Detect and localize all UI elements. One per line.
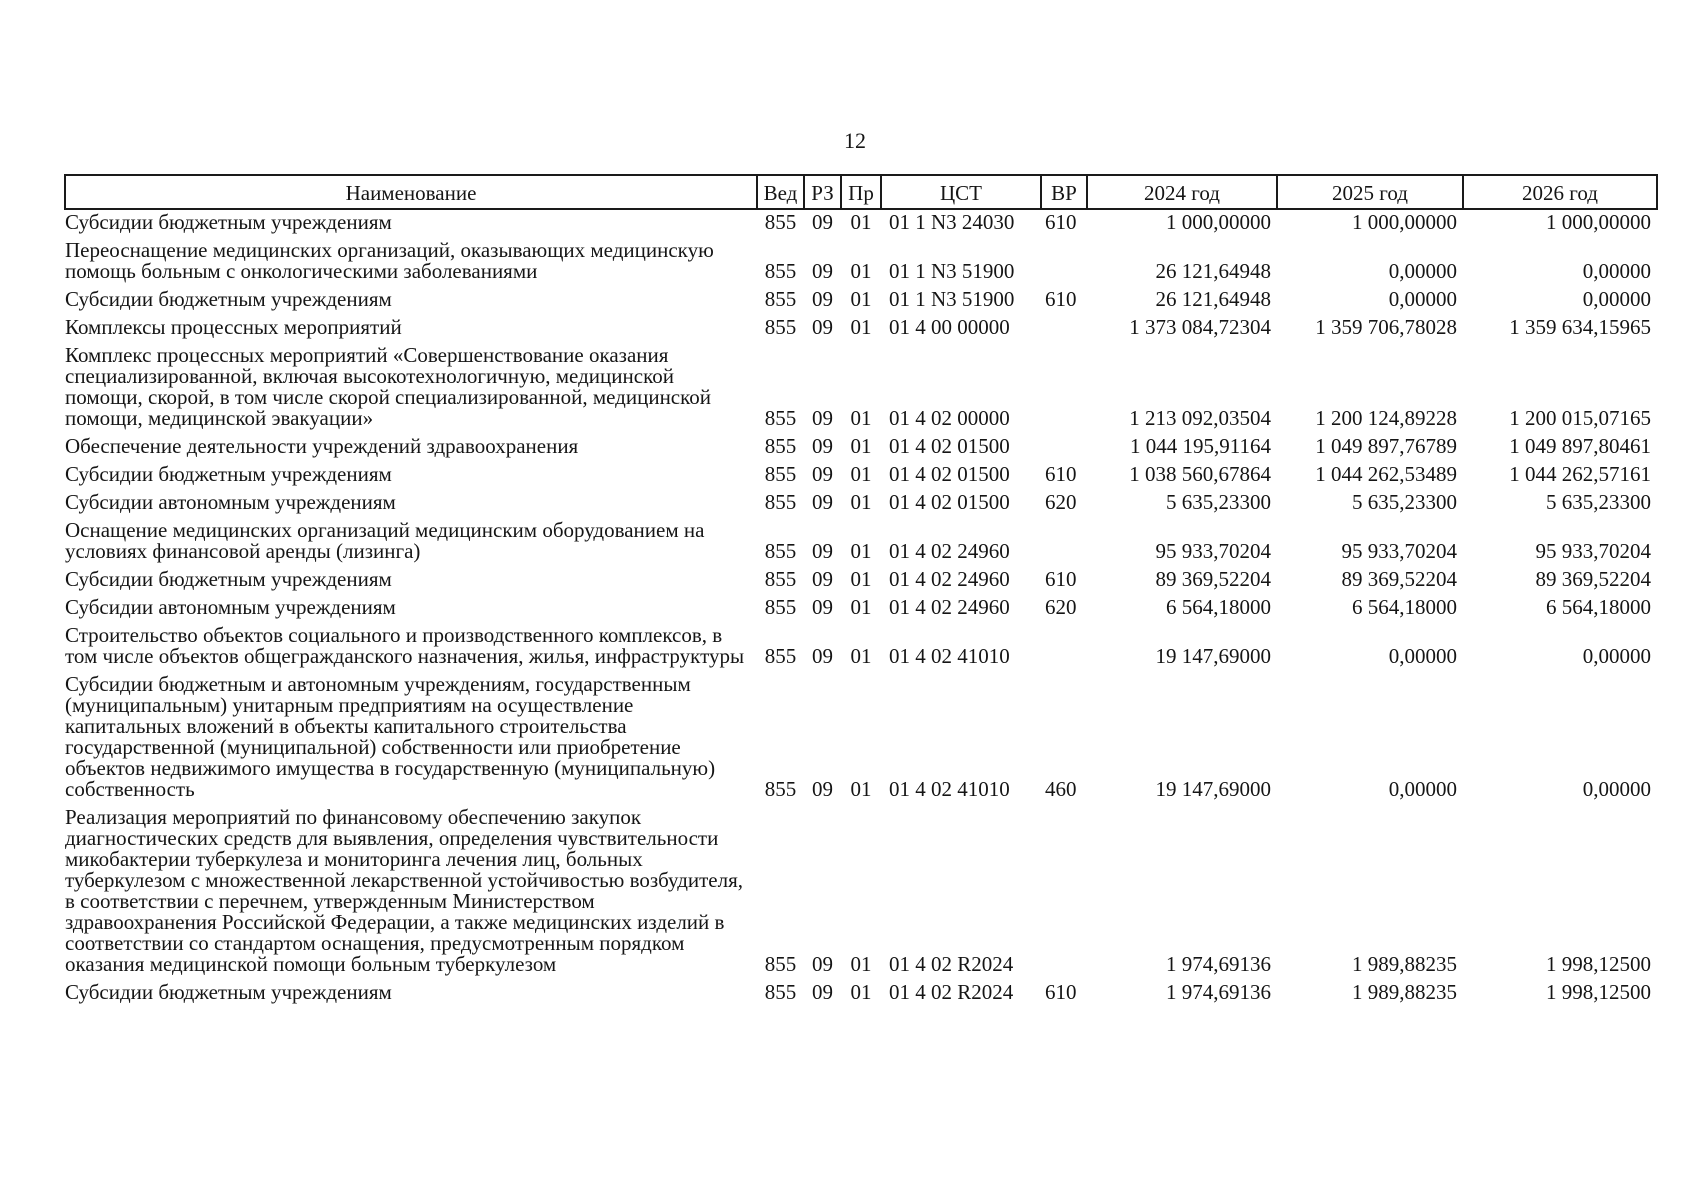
cell-2024: 1 213 092,03504	[1129, 406, 1271, 430]
cell-2025: 1 200 124,89228	[1315, 406, 1457, 430]
cell-2025: 0,00000	[1388, 777, 1457, 801]
cell-2024: 1 974,69136	[1166, 980, 1271, 1004]
cell-vr	[1041, 343, 1087, 434]
header-rz: РЗ	[804, 175, 841, 209]
cell-name	[65, 315, 757, 343]
cell-cst: 01 4 00 00000	[889, 315, 1010, 339]
cell-ved: 855	[764, 644, 797, 668]
cell-2024: 95 933,70204	[1155, 539, 1271, 563]
cell-2026: 1 359 634,15965	[1509, 315, 1651, 339]
cell-cst: 01 4 02 24960	[889, 539, 1010, 563]
table-row	[65, 518, 1657, 567]
page-number: 12	[844, 128, 866, 153]
table-row	[65, 672, 1657, 805]
cell-ved: 855	[764, 567, 797, 591]
cell-name	[65, 287, 757, 315]
table-row	[65, 567, 1657, 595]
cell-ved: 855	[764, 434, 797, 458]
table-row	[65, 315, 1657, 343]
cell-rz: 09	[812, 315, 833, 339]
cell-vr	[1041, 805, 1087, 980]
table-row	[65, 980, 1657, 1008]
cell-vr	[1041, 434, 1087, 462]
cell-2025: 89 369,52204	[1341, 567, 1457, 591]
row-name-text: Субсидии бюджетным учреждениям	[65, 462, 392, 486]
cell-name	[65, 343, 757, 434]
table-row	[65, 595, 1657, 623]
cell-ved: 855	[764, 952, 797, 976]
cell-2024: 1 974,69136	[1166, 952, 1271, 976]
cell-rz: 09	[812, 406, 833, 430]
cell-vr: 620	[1045, 595, 1077, 619]
cell-2024: 19 147,69000	[1155, 777, 1271, 801]
cell-name	[65, 623, 757, 672]
cell-2025: 1 989,88235	[1352, 952, 1457, 976]
cell-pr: 01	[850, 567, 872, 591]
cell-pr: 01	[850, 287, 872, 311]
cell-vr	[1041, 518, 1087, 567]
cell-rz: 09	[812, 952, 833, 976]
table-row	[65, 238, 1657, 287]
cell-2026: 1 044 262,57161	[1509, 462, 1651, 486]
table-row	[65, 623, 1657, 672]
header-vr: ВР	[1041, 175, 1087, 209]
row-name-text: Субсидии бюджетным учреждениям	[65, 287, 392, 311]
cell-cst: 01 4 02 24960	[889, 567, 1010, 591]
cell-vr: 610	[1045, 567, 1077, 591]
cell-2024: 5 635,23300	[1166, 490, 1271, 514]
cell-name	[65, 980, 757, 1008]
cell-name	[65, 518, 757, 567]
cell-ved: 855	[764, 406, 797, 430]
table-row	[65, 434, 1657, 462]
cell-rz: 09	[812, 259, 833, 283]
cell-vr	[1041, 623, 1087, 672]
cell-cst: 01 4 02 01500	[889, 462, 1010, 486]
row-name-text: Субсидии бюджетным и автономным учреждениям, государственным (муниципальным) унитарным предприятиям на осуществление капитальных вложений в объекты капитального строительства государственной (муниципальной) собственности или приобретение объектов недвижимого имущества в государственную (муниципальную) собственность	[65, 672, 716, 801]
cell-2026: 1 000,00000	[1546, 210, 1651, 234]
cell-name	[65, 672, 757, 805]
row-name-text: Субсидии бюджетным учреждениям	[65, 210, 392, 234]
cell-2024: 19 147,69000	[1155, 644, 1271, 668]
cell-name	[65, 434, 757, 462]
cell-2026: 0,00000	[1582, 287, 1651, 311]
cell-rz: 09	[812, 777, 833, 801]
table-row	[65, 209, 1657, 238]
cell-pr: 01	[850, 539, 872, 563]
cell-vr: 610	[1045, 462, 1077, 486]
cell-2026: 1 049 897,80461	[1509, 434, 1651, 458]
cell-rz: 09	[812, 434, 833, 458]
cell-ved: 855	[764, 490, 797, 514]
cell-rz: 09	[812, 567, 833, 591]
cell-rz: 09	[812, 539, 833, 563]
cell-cst: 01 1 N3 24030	[889, 210, 1015, 234]
table-header-row	[65, 175, 1657, 209]
cell-2026: 0,00000	[1582, 777, 1651, 801]
cell-2025: 5 635,23300	[1352, 490, 1457, 514]
cell-vr: 610	[1045, 287, 1077, 311]
cell-cst: 01 4 02 R2024	[889, 952, 1014, 976]
row-name-text: Строительство объектов социального и производственного комплексов, в том числе объектов общегражданского назначения, жилья, инфраструктуры	[65, 623, 745, 668]
table-row	[65, 287, 1657, 315]
cell-2026: 5 635,23300	[1546, 490, 1651, 514]
row-name-text: Комплекс процессных мероприятий «Совершенствование оказания специализированной, включая высокотехнологичную, медицинской помощи, скорой, в том числе скорой специализированной, медицинской помощи, медицинской эвакуации»	[65, 343, 712, 430]
cell-name	[65, 567, 757, 595]
cell-pr: 01	[850, 777, 872, 801]
row-name-text: Оснащение медицинских организаций медицинским оборудованием на условиях финансовой аренды (лизинга)	[65, 518, 705, 563]
table-row	[65, 343, 1657, 434]
cell-2025: 0,00000	[1388, 287, 1457, 311]
cell-ved: 855	[764, 287, 797, 311]
row-name-text: Субсидии автономным учреждениям	[65, 595, 396, 619]
cell-2026: 1 998,12500	[1546, 952, 1651, 976]
cell-name	[65, 595, 757, 623]
cell-2024: 1 044 195,91164	[1130, 434, 1271, 458]
cell-pr: 01	[850, 644, 872, 668]
cell-2025: 1 044 262,53489	[1315, 462, 1457, 486]
cell-ved: 855	[764, 539, 797, 563]
cell-2025: 0,00000	[1388, 644, 1457, 668]
row-name-text: Субсидии бюджетным учреждениям	[65, 567, 392, 591]
cell-pr: 01	[850, 434, 872, 458]
cell-2026: 0,00000	[1582, 644, 1651, 668]
cell-2026: 6 564,18000	[1546, 595, 1651, 619]
cell-pr: 01	[850, 595, 872, 619]
cell-ved: 855	[764, 315, 797, 339]
table-row	[65, 490, 1657, 518]
cell-2024: 26 121,64948	[1155, 259, 1271, 283]
cell-cst: 01 4 02 R2024	[889, 980, 1014, 1004]
header-ved: Вед	[757, 175, 804, 209]
cell-name	[65, 490, 757, 518]
cell-2026: 0,00000	[1582, 259, 1651, 283]
cell-vr	[1041, 315, 1087, 343]
cell-ved: 855	[764, 777, 797, 801]
cell-cst: 01 4 02 24960	[889, 595, 1010, 619]
header-2025: 2025 год	[1277, 175, 1463, 209]
cell-name	[65, 209, 757, 238]
cell-pr: 01	[850, 315, 872, 339]
cell-2025: 1 989,88235	[1352, 980, 1457, 1004]
cell-pr: 01	[850, 980, 872, 1004]
header-name: Наименование	[65, 175, 757, 209]
header-2026: 2026 год	[1463, 175, 1657, 209]
header-cst: ЦСТ	[881, 175, 1041, 209]
cell-rz: 09	[812, 595, 833, 619]
cell-rz: 09	[812, 287, 833, 311]
row-name-text: Реализация мероприятий по финансовому обеспечению закупок диагностических средств для выявления, определения чувствительности микобактерии туберкулеза и мониторинга лечения лиц, больных туберкулезом с множественной лекарственной устойчивостью возбудителя, в соответствии с перечнем, утвержденным Министерством здравоохранения Российской Федерации, а также медицинских изделий в соответствии со стандартом оснащения, предусмотренным порядком оказания медицинской помощи больным туберкулезом	[65, 805, 744, 976]
cell-rz: 09	[812, 462, 833, 486]
cell-vr: 620	[1045, 490, 1077, 514]
row-name-text: Переоснащение медицинских организаций, оказывающих медицинскую помощь больным с онкологическими заболеваниями	[65, 238, 714, 283]
row-name-text: Субсидии бюджетным учреждениям	[65, 980, 392, 1004]
cell-2024: 6 564,18000	[1166, 595, 1271, 619]
cell-ved: 855	[764, 980, 797, 1004]
cell-2024: 1 373 084,72304	[1129, 315, 1271, 339]
cell-2024: 1 038 560,67864	[1129, 462, 1271, 486]
cell-2026: 1 998,12500	[1546, 980, 1651, 1004]
cell-vr: 610	[1045, 980, 1077, 1004]
cell-2025: 95 933,70204	[1341, 539, 1457, 563]
cell-pr: 01	[850, 259, 872, 283]
cell-pr: 01	[850, 210, 872, 234]
cell-2026: 1 200 015,07165	[1509, 406, 1651, 430]
cell-vr: 460	[1045, 777, 1077, 801]
header-pr: Пр	[841, 175, 881, 209]
cell-ved: 855	[764, 259, 797, 283]
cell-2026: 95 933,70204	[1535, 539, 1651, 563]
cell-pr: 01	[850, 406, 872, 430]
cell-cst: 01 4 02 41010	[889, 777, 1010, 801]
cell-name	[65, 462, 757, 490]
cell-vr: 610	[1045, 210, 1077, 234]
cell-rz: 09	[812, 210, 833, 234]
cell-cst: 01 4 02 01500	[889, 490, 1010, 514]
cell-pr: 01	[850, 490, 872, 514]
table-row	[65, 805, 1657, 980]
budget-table	[64, 174, 1658, 1008]
cell-2025: 6 564,18000	[1352, 595, 1457, 619]
cell-cst: 01 4 02 00000	[889, 406, 1010, 430]
cell-2025: 0,00000	[1388, 259, 1457, 283]
cell-2024: 26 121,64948	[1155, 287, 1271, 311]
cell-ved: 855	[764, 462, 797, 486]
cell-cst: 01 4 02 01500	[889, 434, 1010, 458]
cell-2025: 1 049 897,76789	[1315, 434, 1457, 458]
cell-vr	[1041, 238, 1087, 287]
cell-name	[65, 238, 757, 287]
cell-2025: 1 359 706,78028	[1315, 315, 1457, 339]
cell-rz: 09	[812, 490, 833, 514]
row-name-text: Субсидии автономным учреждениям	[65, 490, 396, 514]
cell-ved: 855	[764, 210, 797, 234]
cell-rz: 09	[812, 644, 833, 668]
cell-ved: 855	[764, 595, 797, 619]
cell-2026: 89 369,52204	[1535, 567, 1651, 591]
cell-name	[65, 805, 757, 980]
row-name-text: Обеспечение деятельности учреждений здравоохранения	[65, 434, 579, 458]
cell-2024: 1 000,00000	[1166, 210, 1271, 234]
cell-cst: 01 4 02 41010	[889, 644, 1010, 668]
cell-2024: 89 369,52204	[1155, 567, 1271, 591]
row-name-text: Комплексы процессных мероприятий	[65, 315, 402, 339]
cell-2025: 1 000,00000	[1352, 210, 1457, 234]
table-body	[65, 209, 1657, 1008]
cell-pr: 01	[850, 462, 872, 486]
table-row	[65, 462, 1657, 490]
header-2024: 2024 год	[1087, 175, 1277, 209]
cell-pr: 01	[850, 952, 872, 976]
cell-rz: 09	[812, 980, 833, 1004]
cell-cst: 01 1 N3 51900	[889, 259, 1015, 283]
cell-cst: 01 1 N3 51900	[889, 287, 1015, 311]
